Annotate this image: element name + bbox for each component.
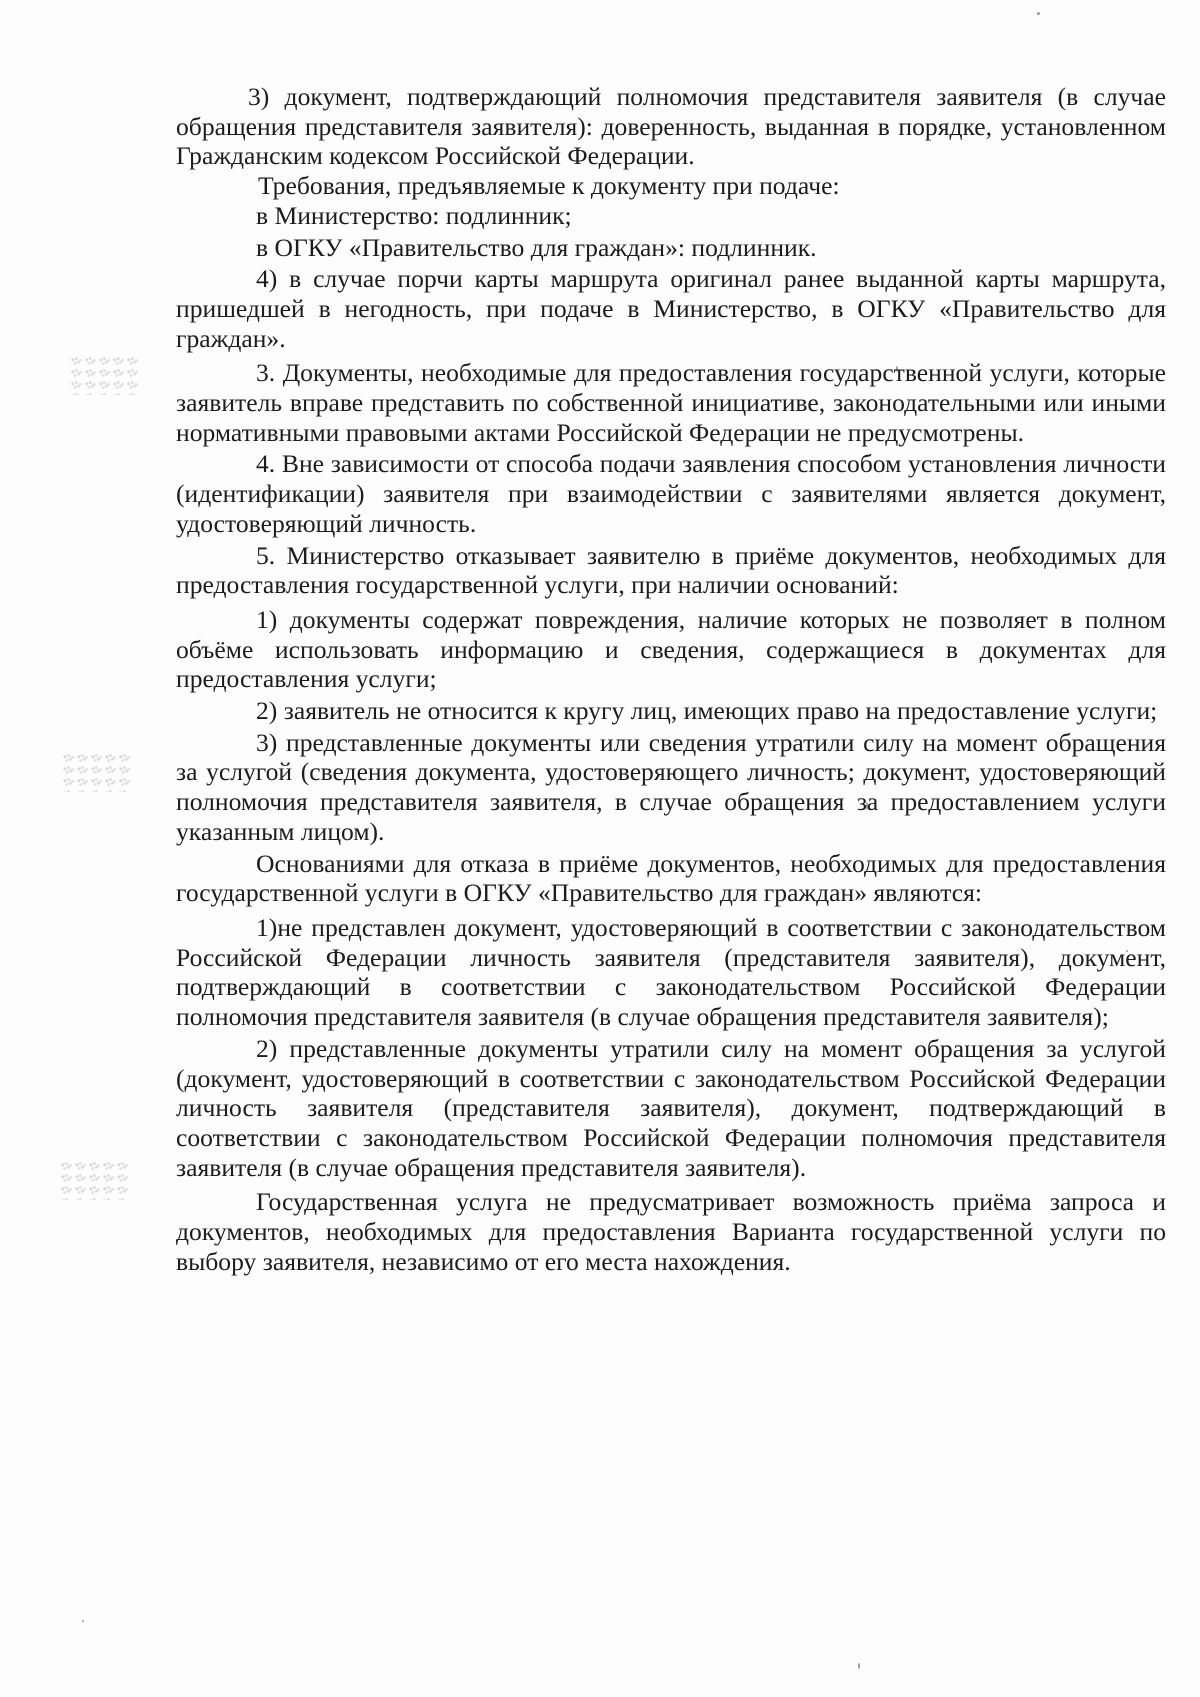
paragraph-section-5: 5. Министерство отказывает заявителю в приёме документов, необходимых для предоставления государственной услуги, при наличии оснований: (176, 540, 1166, 600)
scan-speck (1037, 12, 1040, 15)
paragraph-ogku-grounds-heading: Основаниями для отказа в приёме документов, необходимых для предоставления государственной услуги в ОГКУ «Правительство для граждан» являются: (176, 848, 1166, 908)
paragraph-requirement-ministry: в Министерство: подлинник; (256, 200, 572, 230)
paragraph-refusal-2: 2) заявитель не относится к кругу лиц, имеющих право на предоставление услуги; (256, 696, 1158, 726)
scan-speck (858, 1663, 860, 1669)
paragraph-ogku-ground-2: 2) представленные документы утратили силу на момент обращения за услугой (документ, удостоверяющий в соответствии с законодательством Российской Федерации личность заявителя (представителя заявителя), документ, подтверждающий в соответствии с законодательством Российской Федерации полномочия представителя заявителя (в случае обращения представителя заявителя). (176, 1033, 1166, 1182)
paragraph-item-4-route-card: 4) в случае порчи карты маршрута оригинал ранее выданной карты маршрута, пришедшей в негодность, при подаче в Министерство, в ОГКУ «Правительство для граждан». (176, 264, 1166, 353)
paragraph-section-3: 3. Документы, необходимые для предоставления государственной услуги, которые заявитель вправе представить по собственной инициативе, законодательными или иными нормативными правовыми актами Российской Федерации не предусмотрены. (176, 358, 1166, 447)
paragraph-item-3-power-of-attorney: 3) документ, подтверждающий полномочия представителя заявителя (в случае обращения представителя заявителя): доверенность, выданная в порядке, установленном Гражданским кодексом Российской Федерации. (176, 82, 1166, 171)
scan-smudge (70, 355, 140, 395)
paragraph-extraterritorial: Государственная услуга не предусматривает возможность приёма запроса и документов, необходимых для предоставления Варианта государственной услуги по выбору заявителя, независимо от его места нахождения. (176, 1187, 1166, 1276)
paragraph-ogku-ground-1: 1)не представлен документ, удостоверяющий в соответствии с законодательством Российской Федерации личность заявителя (представителя заявителя), документ, подтверждающий в соответствии с законодательством Российской Федерации полномочия представителя заявителя (в случае обращения представителя заявителя); (176, 912, 1166, 1032)
scan-speck (82, 1620, 84, 1622)
paragraph-requirement-ogku: в ОГКУ «Правительство для граждан»: подлинник. (256, 232, 817, 262)
paragraph-section-4: 4. Вне зависимости от способа подачи заявления способом установления личности (идентификации) заявителя при взаимодействии с заявителями является документ, удостоверяющий личность. (176, 449, 1166, 538)
document-body (176, 82, 1166, 1276)
scan-smudge (62, 752, 132, 792)
scan-smudge (60, 1160, 130, 1200)
paragraph-refusal-3: 3) представленные документы или сведения утратили силу на момент обращения за услугой (сведения документа, удостоверяющего личность; документ, удостоверяющий полномочия представителя заявителя, в случае обращения за предоставлением услуги указанным лицом). (176, 727, 1166, 846)
paragraph-requirements-heading: Требования, предъявляемые к документу при подаче: (258, 171, 840, 201)
paragraph-refusal-1: 1) документы содержат повреждения, наличие которых не позволяет в полном объёме использовать информацию и сведения, содержащиеся в документах для предоставления услуги; (176, 604, 1166, 694)
